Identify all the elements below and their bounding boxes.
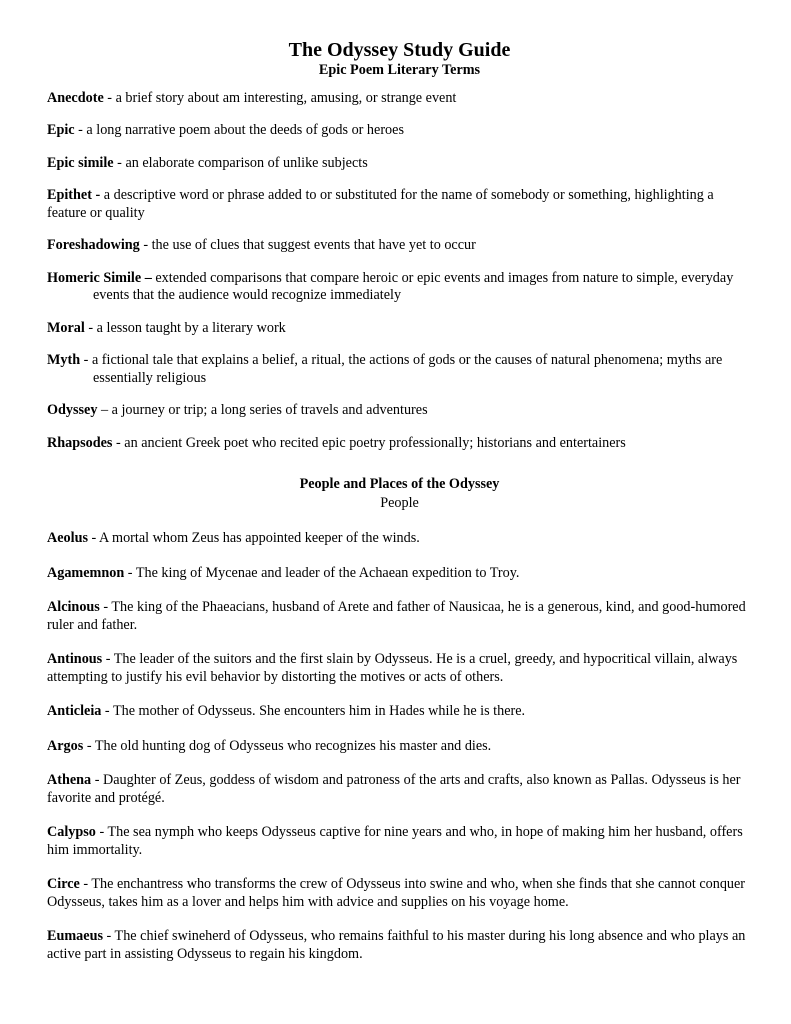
person-separator: - bbox=[102, 928, 115, 944]
term-name: Homeric Simile – bbox=[47, 269, 152, 286]
person-entry bbox=[47, 651, 752, 686]
term-entry bbox=[47, 320, 752, 338]
term-name: Epithet - bbox=[47, 187, 101, 203]
term-name: Epic simile bbox=[47, 154, 114, 171]
person-description: A mortal whom Zeus has appointed keeper of the winds. bbox=[99, 530, 420, 546]
literary-terms-list bbox=[47, 90, 752, 453]
person-entry bbox=[47, 738, 752, 756]
person-separator: - bbox=[91, 772, 103, 788]
term-separator: - bbox=[103, 89, 116, 106]
term-definition: a long narrative poem about the deeds of gods or heroes bbox=[86, 122, 404, 138]
person-entry bbox=[47, 772, 752, 807]
term-entry bbox=[47, 155, 752, 173]
person-entry bbox=[47, 928, 752, 963]
term-separator: - bbox=[74, 122, 87, 138]
term-separator: - bbox=[112, 434, 125, 451]
person-description: The king of Mycenae and leader of the Achaean expedition to Troy. bbox=[135, 564, 520, 581]
term-definition: a journey or trip; a long series of travels and adventures bbox=[111, 402, 428, 418]
person-name: Athena bbox=[47, 772, 92, 788]
person-description: The king of the Phaeacians, husband of Arete and father of Nausicaa, he is a generous, kind, and good-humored ruler and father. bbox=[47, 599, 746, 633]
term-name: Odyssey bbox=[47, 402, 98, 418]
term-entry bbox=[47, 237, 752, 255]
term-name: Foreshadowing bbox=[47, 237, 140, 253]
term-name: Rhapsodes bbox=[47, 434, 113, 451]
term-entry bbox=[47, 270, 752, 305]
person-name: Argos bbox=[47, 737, 84, 754]
document-title: The Odyssey Study Guide bbox=[288, 39, 511, 61]
term-entry bbox=[47, 402, 752, 420]
term-definition: a lesson taught by a literary work bbox=[96, 319, 286, 336]
term-entry bbox=[47, 122, 752, 140]
person-description: The mother of Odysseus. She encounters him in Hades while he is there. bbox=[112, 703, 526, 719]
term-name: Anecdote bbox=[47, 89, 104, 106]
person-name: Alcinous bbox=[47, 599, 100, 615]
person-separator: - bbox=[99, 599, 112, 615]
person-separator: - bbox=[95, 824, 108, 840]
term-separator: - bbox=[80, 352, 92, 368]
person-separator: - bbox=[102, 651, 114, 667]
person-entry bbox=[47, 530, 752, 548]
section-subheading: People bbox=[380, 494, 419, 511]
person-name: Antinous bbox=[47, 651, 103, 667]
person-separator: - bbox=[83, 737, 95, 754]
person-entry bbox=[47, 565, 752, 583]
person-description: The old hunting dog of Odysseus who recognizes his master and dies. bbox=[94, 737, 492, 754]
document-subtitle: Epic Poem Literary Terms bbox=[318, 62, 481, 78]
person-description: Daughter of Zeus, goddess of wisdom and patroness of the arts and crafts, also known as Pallas. Odysseus is her favorite and protégé. bbox=[47, 772, 741, 806]
term-definition: a fictional tale that explains a belief, a ritual, the actions of gods or the causes of natural phenomena; myths are essentially religious bbox=[91, 352, 723, 386]
person-separator: - bbox=[79, 876, 92, 892]
term-definition: the use of clues that suggest events that have yet to occur bbox=[151, 237, 476, 253]
term-name: Moral bbox=[47, 319, 85, 336]
person-name: Agamemnon bbox=[47, 564, 125, 581]
term-entry bbox=[47, 90, 752, 108]
term-entry bbox=[47, 187, 752, 222]
person-name: Circe bbox=[47, 876, 80, 892]
term-separator: - bbox=[84, 319, 97, 336]
document-page bbox=[47, 38, 752, 980]
term-name: Myth bbox=[47, 352, 81, 368]
person-description: The enchantress who transforms the crew of Odysseus into swine and who, when she finds that she cannot conquer Odysseus, takes him as a lover and helps him with advice and supplies on his voyage home. bbox=[47, 876, 746, 910]
person-description: The chief swineherd of Odysseus, who remains faithful to his master during his long absence and who plays an active part in assisting Odysseus to regain his kingdom. bbox=[47, 928, 746, 962]
person-entry bbox=[47, 703, 752, 721]
term-entry bbox=[47, 352, 752, 387]
people-list bbox=[47, 530, 752, 963]
person-entry bbox=[47, 876, 752, 911]
person-description: The leader of the suitors and the first slain by Odysseus. He is a cruel, greedy, and hypocritical villain, always attempting to justify his evil behavior by distorting the motives or acts of others. bbox=[47, 651, 738, 685]
person-name: Calypso bbox=[47, 824, 96, 840]
term-entry bbox=[47, 435, 752, 453]
section-heading: People and Places of the Odyssey bbox=[299, 476, 500, 492]
person-entry bbox=[47, 599, 752, 634]
term-definition: a descriptive word or phrase added to or substituted for the name of somebody or something, highlighting a feature or quality bbox=[47, 187, 714, 221]
term-name: Epic bbox=[47, 122, 75, 138]
person-name: Aeolus bbox=[47, 530, 88, 546]
term-separator: – bbox=[97, 402, 112, 418]
term-definition: extended comparisons that compare heroic or epic events and images from nature to simple, everyday events that the audience would recognize immediately bbox=[93, 269, 734, 303]
term-definition: a brief story about am interesting, amusing, or strange event bbox=[115, 89, 457, 106]
term-definition: an elaborate comparison of unlike subjects bbox=[125, 154, 368, 171]
person-entry bbox=[47, 824, 752, 859]
person-separator: - bbox=[101, 703, 113, 719]
person-name: Anticleia bbox=[47, 703, 102, 719]
term-separator: - bbox=[113, 154, 126, 171]
person-separator: - bbox=[88, 530, 100, 546]
term-separator: - bbox=[139, 237, 152, 253]
term-definition: an ancient Greek poet who recited epic poetry professionally; historians and entertainers bbox=[124, 434, 626, 451]
person-name: Eumaeus bbox=[47, 928, 103, 944]
person-description: The sea nymph who keeps Odysseus captive for nine years and who, in hope of making him her husband, offers him immortality. bbox=[47, 824, 743, 858]
person-separator: - bbox=[124, 564, 136, 581]
